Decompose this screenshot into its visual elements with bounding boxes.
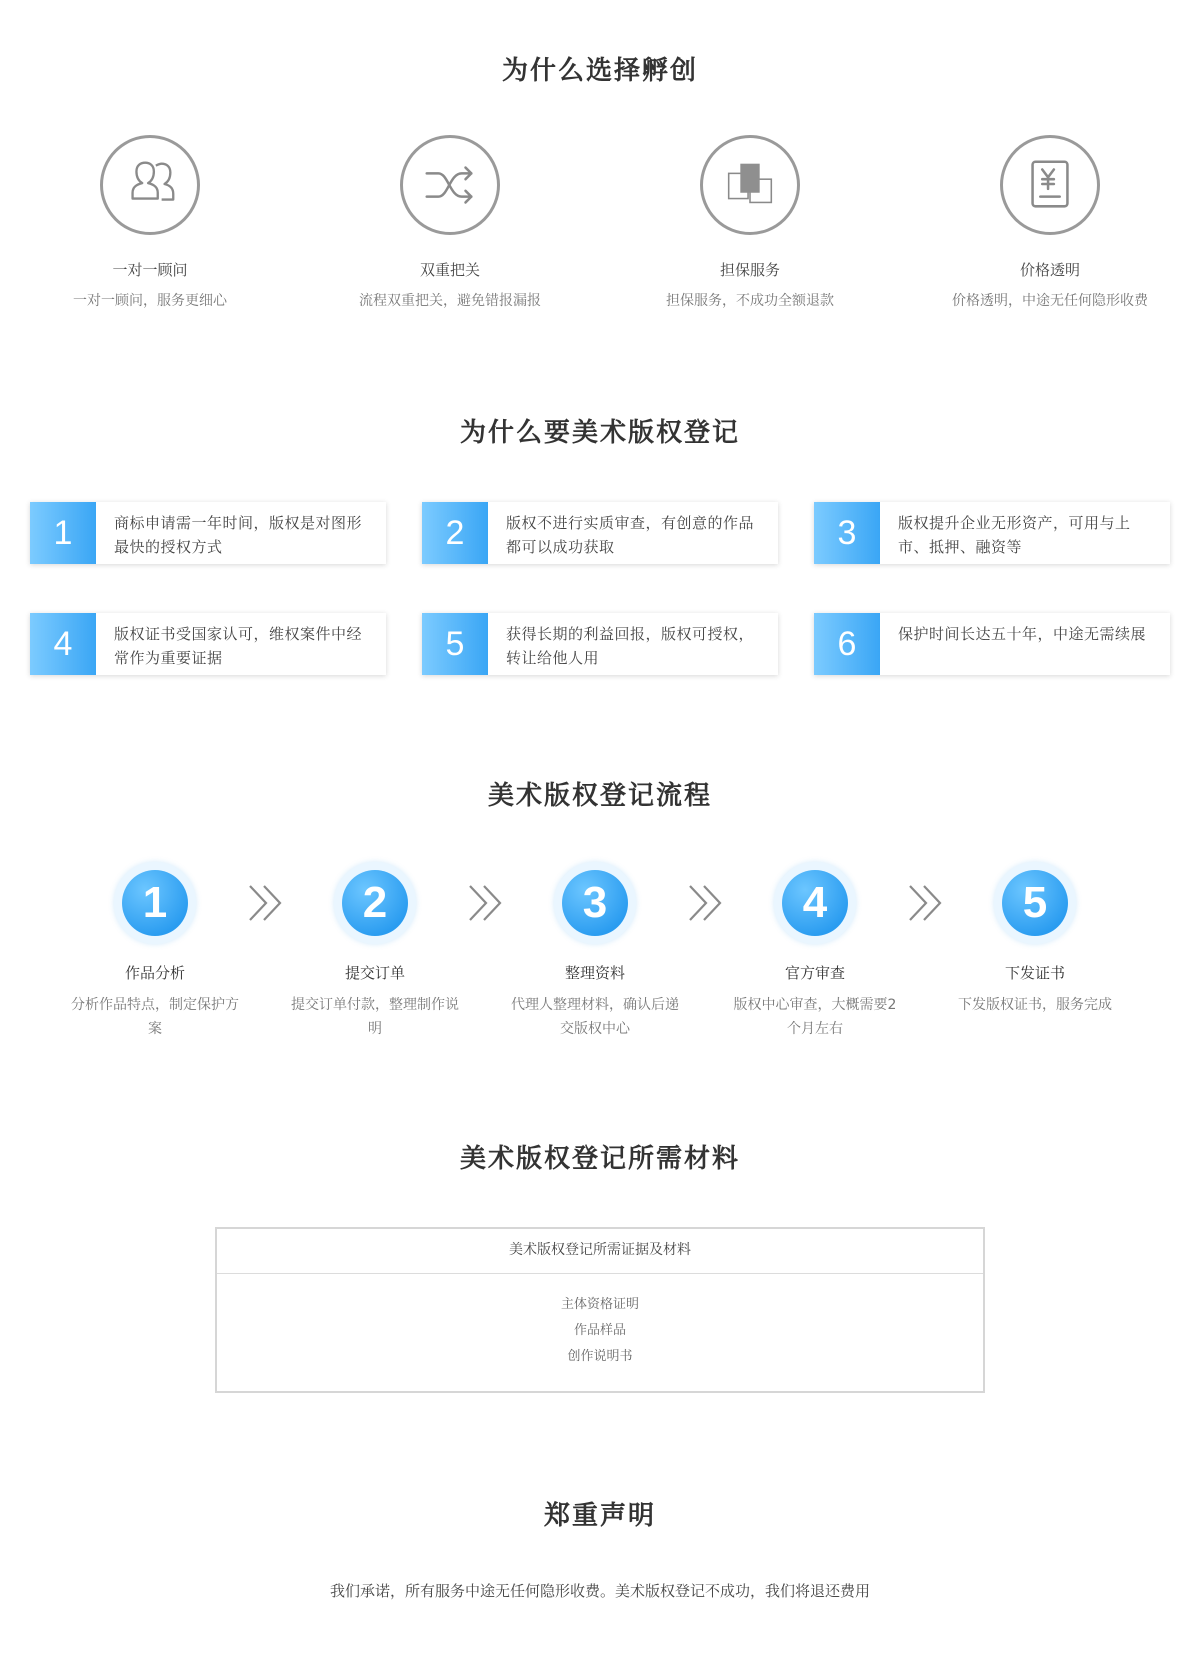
reason-number: 5 [422, 613, 488, 675]
step-number: 3 [562, 870, 628, 936]
feature-title: 价格透明 [1019, 261, 1080, 279]
step-badge [994, 862, 1076, 944]
reason-card [422, 502, 778, 564]
step-number: 5 [1002, 870, 1068, 936]
feature-card [600, 135, 900, 310]
reason-text: 商标申请需一年时间，版权是对图形最快的授权方式 [114, 514, 363, 556]
process-step [940, 862, 1130, 1017]
features-row [0, 135, 1200, 335]
reason-number: 6 [814, 613, 880, 675]
reason-text: 版权不进行实质审查，有创意的作品都可以成功获取 [506, 514, 755, 556]
step-badge [774, 862, 856, 944]
process-step [280, 862, 470, 1041]
materials-title: 美术版权登记所需材料 [459, 1144, 740, 1174]
step-desc: 分析作品特点，制定保护方案 [71, 997, 239, 1037]
feature-desc: 流程双重把关，避免错报漏报 [359, 293, 541, 309]
feature-desc: 一对一顾问，服务更细心 [73, 293, 227, 309]
step-desc: 提交订单付款，整理制作说明 [291, 997, 459, 1037]
materials-item: 主体资格证明 [560, 1297, 639, 1312]
why-register-title: 为什么要美术版权登记 [459, 418, 740, 448]
step-title: 提交订单 [344, 964, 405, 982]
reason-number: 3 [814, 502, 880, 564]
reason-number: 4 [30, 613, 96, 675]
step-number: 2 [342, 870, 408, 936]
shuffle-icon [400, 135, 500, 235]
step-badge [554, 862, 636, 944]
materials-list [217, 1274, 983, 1370]
reason-text: 版权证书受国家认可，维权案件中经常作为重要证据 [114, 625, 363, 667]
reason-text: 版权提升企业无形资产，可用与上市、抵押、融资等 [898, 514, 1131, 556]
feature-title: 担保服务 [719, 261, 780, 279]
feature-card [0, 135, 300, 310]
step-desc: 代理人整理材料，确认后递交版权中心 [511, 997, 679, 1037]
documents-icon [700, 135, 800, 235]
yuan-receipt-icon [1000, 135, 1100, 235]
reason-card [422, 613, 778, 675]
reason-text: 保护时间长达五十年，中途无需续展 [898, 625, 1147, 643]
reason-card [30, 613, 386, 675]
reason-number: 1 [30, 502, 96, 564]
process-step [500, 862, 690, 1041]
step-desc: 版权中心审查，大概需要2个月左右 [733, 997, 897, 1037]
feature-card [900, 135, 1200, 310]
step-badge [114, 862, 196, 944]
feature-card [300, 135, 600, 310]
step-title: 官方审查 [784, 964, 845, 982]
step-desc: 下发版权证书，服务完成 [958, 997, 1112, 1013]
feature-title: 双重把关 [419, 261, 480, 279]
step-title: 下发证书 [1004, 964, 1065, 982]
process-step [720, 862, 910, 1041]
statement-title: 郑重声明 [543, 1501, 656, 1531]
step-badge [334, 862, 416, 944]
users-icon [100, 135, 200, 235]
reason-card [814, 613, 1170, 675]
feature-desc: 价格透明，中途无任何隐形收费 [952, 293, 1148, 309]
why-choose-title: 为什么选择孵创 [501, 56, 698, 86]
step-title: 作品分析 [124, 964, 185, 982]
feature-title: 一对一顾问 [112, 261, 188, 279]
statement-text: 我们承诺，所有服务中途无任何隐形收费。美术版权登记不成功，我们将退还费用 [329, 1582, 870, 1600]
step-number: 1 [122, 870, 188, 936]
reason-card [814, 502, 1170, 564]
reason-text: 获得长期的利益回报，版权可授权，转让给他人用 [506, 625, 755, 667]
materials-item: 作品样品 [573, 1323, 626, 1338]
materials-table [215, 1227, 985, 1393]
process-step [60, 862, 250, 1041]
step-number: 4 [782, 870, 848, 936]
materials-table-header: 美术版权登记所需证据及材料 [217, 1229, 983, 1274]
step-title: 整理资料 [564, 964, 625, 982]
feature-desc: 担保服务，不成功全额退款 [666, 293, 834, 309]
reason-number: 2 [422, 502, 488, 564]
reason-card [30, 502, 386, 564]
process-title: 美术版权登记流程 [487, 781, 712, 811]
materials-item: 创作说明书 [567, 1349, 633, 1364]
